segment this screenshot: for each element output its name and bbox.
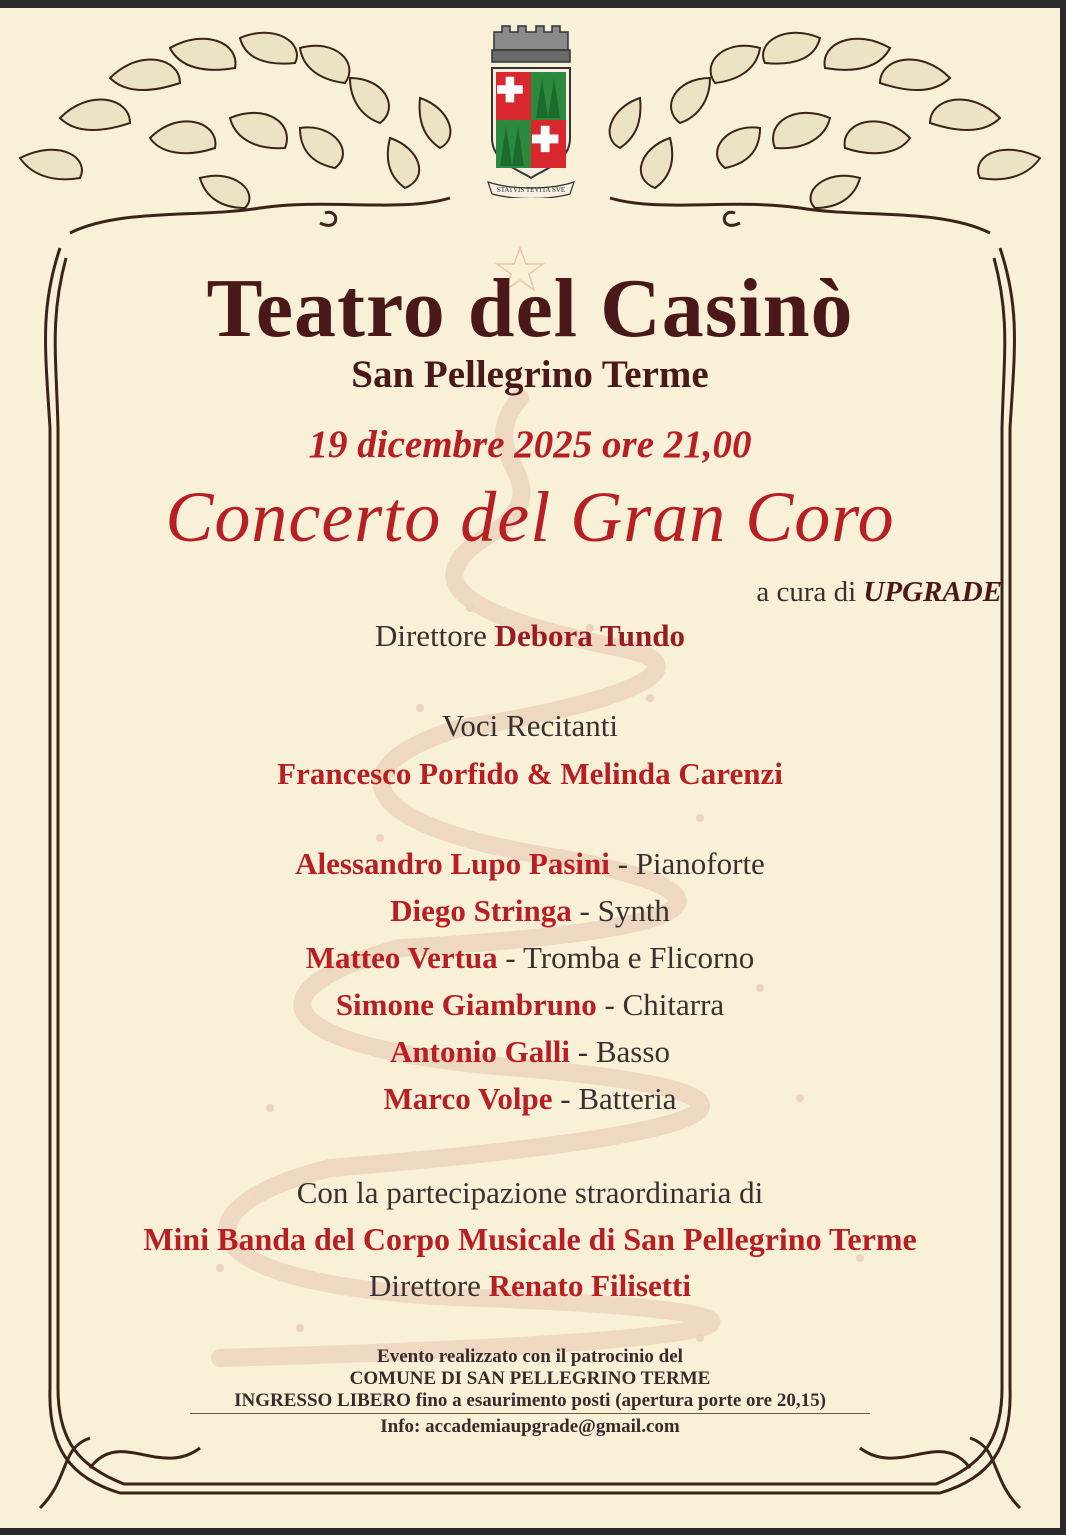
band-director-label: Direttore <box>369 1268 489 1303</box>
venue-title: Teatro del Casinò <box>206 262 854 355</box>
musician-separator: - <box>571 893 598 928</box>
musician-instrument: Tromba e Flicorno <box>522 940 755 975</box>
poster <box>0 8 1060 1528</box>
footer-divider <box>190 1413 870 1414</box>
band-director-name: Renato Filisetti <box>488 1268 691 1303</box>
musician-separator: - <box>497 940 523 975</box>
musician-name: Matteo Vertua <box>305 940 498 975</box>
musician-instrument: Synth <box>597 893 670 928</box>
venue-subtitle: San Pellegrino Terme <box>351 353 709 396</box>
voices-names: Francesco Porfido & Melinda Carenzi <box>277 756 783 791</box>
musician-name: Diego Stringa <box>390 893 572 928</box>
footer-info-email: Info: accademiaupgrade@gmail.com <box>380 1416 680 1437</box>
band-director <box>0 1268 1060 1304</box>
musician-separator: - <box>609 846 636 881</box>
musician-separator: - <box>552 1081 579 1116</box>
musician-row <box>0 940 1060 976</box>
musician-row <box>0 1081 1060 1117</box>
curated-by-name: UPGRADE <box>863 576 1002 608</box>
curated-by-label: a cura di <box>756 576 864 608</box>
musician-name: Antonio Galli <box>390 1034 571 1069</box>
musician-separator: - <box>570 1034 596 1069</box>
concert-title: Concerto del Gran Coro <box>165 477 895 557</box>
musician-instrument: Pianoforte <box>635 846 765 881</box>
musician-instrument: Chitarra <box>622 987 725 1022</box>
footer-admission: INGRESSO LIBERO fino a esaurimento posti (apertura porte ore 20,15) <box>234 1390 826 1411</box>
choir-director-label: Direttore <box>374 618 495 653</box>
guest-band: Mini Banda del Corpo Musicale di San Pellegrino Terme <box>143 1221 917 1257</box>
musician-name: Alessandro Lupo Pasini <box>295 846 610 881</box>
musician-name: Marco Volpe <box>383 1081 553 1116</box>
musician-row <box>0 987 1060 1023</box>
musician-name: Simone Giambruno <box>335 987 597 1022</box>
footer-municipality: COMUNE DI SAN PELLEGRINO TERME <box>349 1368 711 1389</box>
musician-instrument: Batteria <box>578 1081 677 1116</box>
curated-by <box>756 576 1002 609</box>
voices-label: Voci Recitanti <box>442 708 618 743</box>
musician-separator: - <box>596 987 623 1022</box>
guest-intro: Con la partecipazione straordinaria di <box>296 1175 764 1210</box>
musician-row <box>0 1034 1060 1070</box>
musician-row <box>0 893 1060 929</box>
municipal-crest-icon <box>482 18 580 198</box>
choir-director <box>0 618 1060 654</box>
footer-patronage: Evento realizzato con il patrocinio del <box>377 1346 683 1367</box>
crest-motto: STATVIS TEVITA SVE <box>496 186 566 194</box>
musician-row <box>0 846 1060 882</box>
choir-director-name: Debora Tundo <box>494 618 686 653</box>
musician-instrument: Basso <box>595 1034 670 1069</box>
event-date: 19 dicembre 2025 ore 21,00 <box>308 423 752 466</box>
